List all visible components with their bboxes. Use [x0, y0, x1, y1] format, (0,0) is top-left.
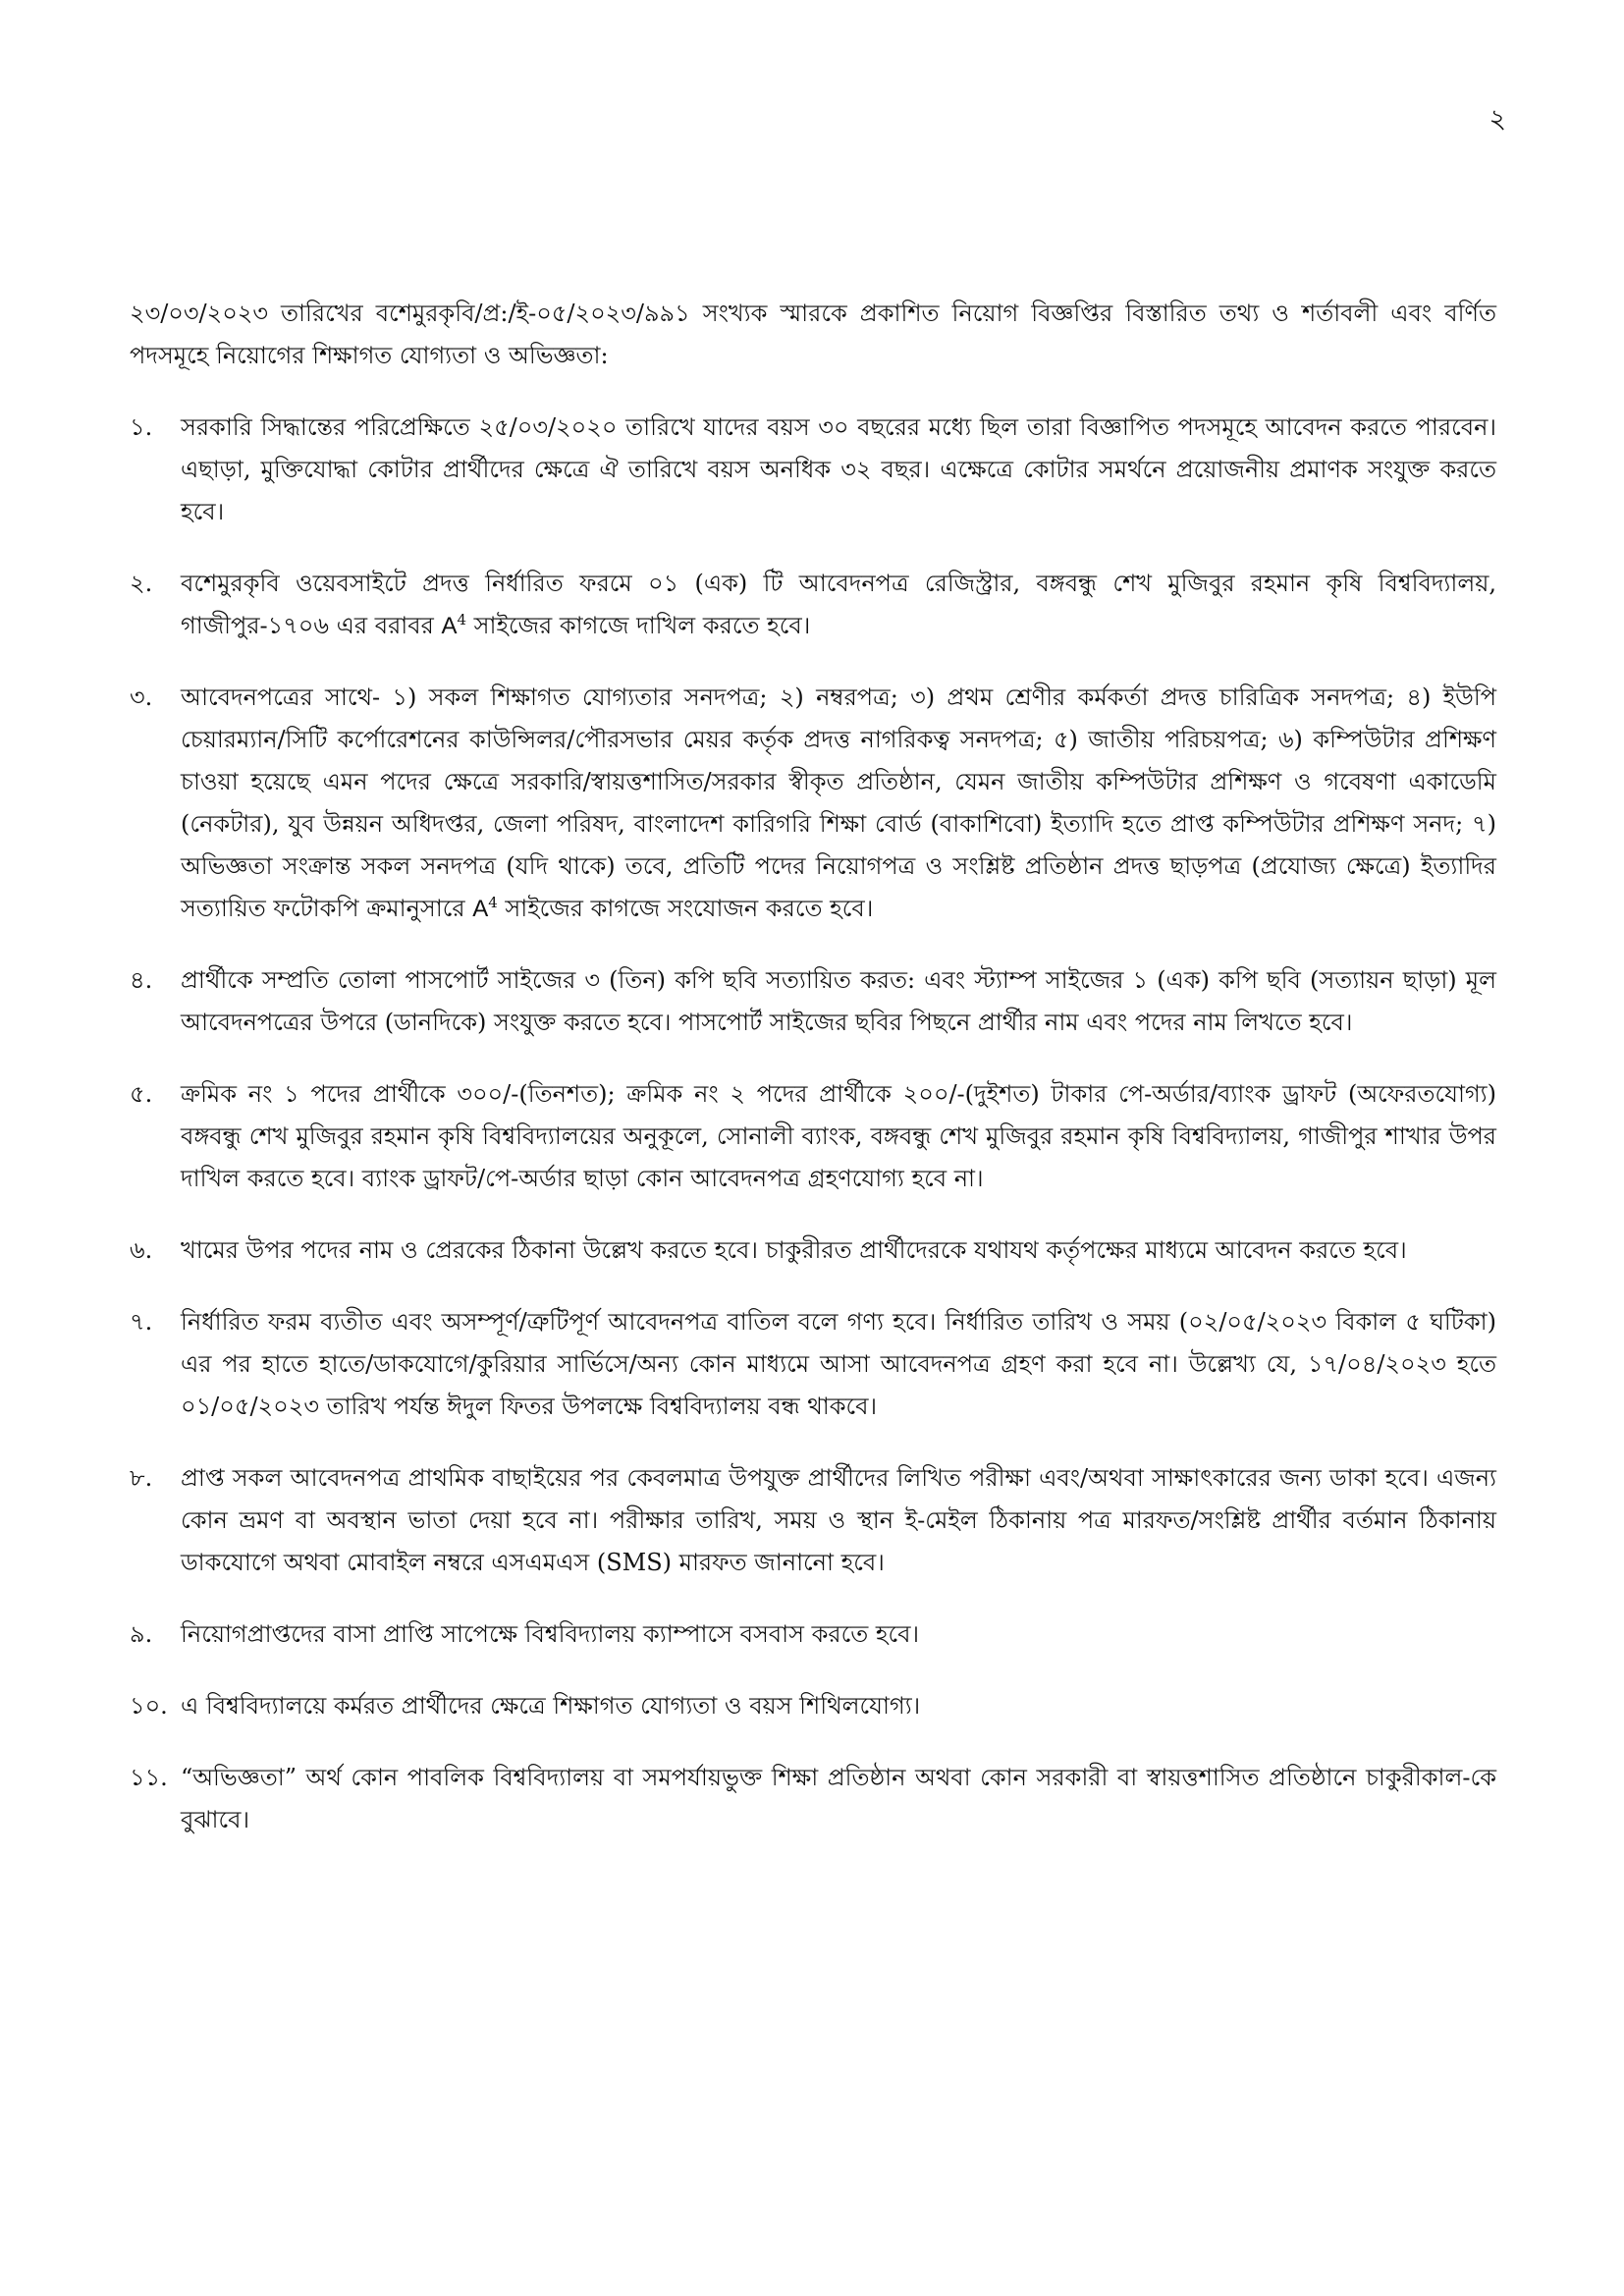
item-text: “অভিজ্ঞতা” অর্থ কোন পাবলিক বিশ্ববিদ্যালয় বা সমপর্যায়ভুক্ত শিক্ষা প্রতিষ্ঠান অথবা কোন সরকারী বা স্বায়ত্তশাসিত প্রতিষ্ঠানে চাকুরীকাল-কে বুঝাবে।	[181, 1764, 1496, 1833]
condition-item	[130, 1457, 1496, 1584]
item-number: ১১.	[130, 1764, 168, 1791]
condition-item	[130, 1230, 1496, 1272]
paper-size-letter: A	[441, 613, 458, 639]
condition-item	[130, 407, 1496, 533]
item-number: ১০.	[130, 1692, 168, 1720]
item-number: ৪.	[130, 966, 153, 994]
item-text: খামের উপর পদের নাম ও প্রেরকের ঠিকানা উল্লেখ করতে হবে। চাকুরীরত প্রার্থীদেরকে যথাযথ কর্তৃপক্ষের মাধ্যমে আবেদন করতে হবে।	[181, 1236, 1407, 1264]
notice-body	[130, 293, 1496, 1871]
condition-item	[130, 1073, 1496, 1200]
condition-item	[130, 563, 1496, 647]
condition-item	[130, 1301, 1496, 1428]
item-number: ৩.	[130, 683, 153, 711]
item-number: ১.	[130, 413, 153, 441]
intro-paragraph: ২৩/০৩/২০২৩ তারিখের বশেমুরকৃবি/প্র:/ই-০৫/২০২৩/৯৯১ সংখ্যক স্মারকে প্রকাশিত নিয়োগ বিজ্ঞপ্তির বিস্তারিত তথ্য ও শর্তাবলী এবং বর্ণিত পদসমূহে নিয়োগের শিক্ষাগত যোগ্যতা ও অভিজ্ঞতা:	[130, 300, 1496, 369]
item-number: ৬.	[130, 1236, 153, 1264]
item-text	[181, 677, 1496, 930]
item-text-part: আবেদনপত্রের সাথে- ১) সকল শিক্ষাগত যোগ্যতার সনদপত্র; ২) নম্বরপত্র; ৩) প্রথম শ্রেণীর কর্মকর্তা প্রদত্ত চারিত্রিক সনদপত্র; ৪) ইউপি চেয়ারম্যান/সিটি কর্পোরেশনের কাউন্সিলর/পৌরসভার মেয়র কর্তৃক প্রদত্ত নাগরিকত্ব সনদপত্র; ৫) জাতীয় পরিচয়পত্র; ৬) কম্পিউটার প্রশিক্ষণ চাওয়া হয়েছে এমন পদের ক্ষেত্রে সরকারি/স্বায়ত্তশাসিত/সরকার স্বীকৃত প্রতিষ্ঠান, যেমন জাতীয় কম্পিউটার প্রশিক্ষণ ও গবেষণা একাডেমি (নেকটার), যুব উন্নয়ন অধিদপ্তর, জেলা পরিষদ, বাংলাদেশ কারিগরি শিক্ষা বোর্ড (বাকাশিবো) ইত্যাদি হতে প্রাপ্ত কম্পিউটার প্রশিক্ষণ সনদ; ৭) অভিজ্ঞতা সংক্রান্ত সকল সনদপত্র (যদি থাকে) তবে, প্রতিটি পদের নিয়োগপত্র ও সংশ্লিষ্ট প্রতিষ্ঠান প্রদত্ত ছাড়পত্র (প্রযোজ্য ক্ষেত্রে) ইত্যাদির সত্যায়িত ফটোকপি ক্রমানুসারে	[181, 683, 1496, 922]
condition-item	[130, 677, 1496, 930]
item-text: এ বিশ্ববিদ্যালয়ে কর্মরত প্রার্থীদের ক্ষেত্রে শিক্ষাগত যোগ্যতা ও বয়স শিথিলযোগ্য।	[181, 1692, 921, 1720]
condition-item	[130, 959, 1496, 1044]
item-text-part: সাইজের কাগজে সংযোজন করতে হবে।	[497, 895, 874, 922]
item-text: ক্রমিক নং ১ পদের প্রার্থীকে ৩০০/-(তিনশত); ক্রমিক নং ২ পদের প্রার্থীকে ২০০/-(দুইশত) টাকার পে-অর্ডার/ব্যাংক ড্রাফট (অফেরতযোগ্য) বঙ্গবন্ধু শেখ মুজিবুর রহমান কৃষি বিশ্ববিদ্যালয়ের অনুকূলে, সোনালী ব্যাংক, বঙ্গবন্ধু শেখ মুজিবুর রহমান কৃষি বিশ্ববিদ্যালয়, গাজীপুর শাখার উপর দাখিল করতে হবে। ব্যাংক ড্রাফট/পে-অর্ডার ছাড়া কোন আবেদনপত্র গ্রহণযোগ্য হবে না।	[181, 1080, 1496, 1192]
condition-item	[130, 1757, 1496, 1841]
paper-size-letter: A	[472, 896, 489, 922]
item-number: ৭.	[130, 1308, 153, 1336]
item-number: ৮.	[130, 1464, 153, 1492]
paper-size-superscript: 4	[457, 611, 467, 629]
item-text	[181, 563, 1496, 647]
page-number: ২	[1489, 104, 1506, 135]
item-text: নির্ধারিত ফরম ব্যতীত এবং অসম্পূর্ণ/ত্রুটিপূর্ণ আবেদনপত্র বাতিল বলে গণ্য হবে। নির্ধারিত তারিখ ও সময় (০২/০৫/২০২৩ বিকাল ৫ ঘটিকা) এর পর হাতে হাতে/ডাকযোগে/কুরিয়ার সার্ভিসে/অন্য কোন মাধ্যমে আসা আবেদনপত্র গ্রহণ করা হবে না। উল্লেখ্য যে, ১৭/০৪/২০২৩ হতে ০১/০৫/২০২৩ তারিখ পর্যন্ত ঈদুল ফিতর উপলক্ষে বিশ্ববিদ্যালয় বন্ধ থাকবে।	[181, 1308, 1496, 1420]
item-number: ৯.	[130, 1620, 153, 1648]
condition-item	[130, 1613, 1496, 1656]
item-text-part: বশেমুরকৃবি ওয়েবসাইটে প্রদত্ত নির্ধারিত ফরমে ০১ (এক) টি আবেদনপত্র রেজিস্ট্রার, বঙ্গবন্ধু শেখ মুজিবুর রহমান কৃষি বিশ্ববিদ্যালয়, গাজীপুর-১৭০৬ এর বরাবর	[181, 570, 1496, 639]
paper-size-superscript: 4	[488, 894, 498, 911]
item-text-part: সাইজের কাগজে দাখিল করতে হবে।	[466, 612, 811, 639]
condition-item	[130, 1685, 1496, 1727]
item-text: নিয়োগপ্রাপ্তদের বাসা প্রাপ্তি সাপেক্ষে বিশ্ববিদ্যালয় ক্যাম্পাসে বসবাস করতে হবে।	[181, 1620, 920, 1648]
item-number: ৫.	[130, 1080, 153, 1108]
item-text: প্রাপ্ত সকল আবেদনপত্র প্রাথমিক বাছাইয়ের পর কেবলমাত্র উপযুক্ত প্রার্থীদের লিখিত পরীক্ষা এবং/অথবা সাক্ষাৎকারের জন্য ডাকা হবে। এজন্য কোন ভ্রমণ বা অবস্থান ভাতা দেয়া হবে না। পরীক্ষার তারিখ, সময় ও স্থান ই-মেইল ঠিকানায় পত্র মারফত/সংশ্লিষ্ট প্রার্থীর বর্তমান ঠিকানায় ডাকযোগে অথবা মোবাইল নম্বরে এসএমএস (SMS) মারফত জানানো হবে।	[181, 1464, 1496, 1576]
item-number: ২.	[130, 570, 153, 597]
item-text: সরকারি সিদ্ধান্তের পরিপ্রেক্ষিতে ২৫/০৩/২০২০ তারিখে যাদের বয়স ৩০ বছরের মধ্যে ছিল তারা বিজ্ঞাপিত পদসমূহে আবেদন করতে পারবেন। এছাড়া, মুক্তিযোদ্ধা কোটার প্রার্থীদের ক্ষেত্রে ঐ তারিখে বয়স অনধিক ৩২ বছর। এক্ষেত্রে কোটার সমর্থনে প্রয়োজনীয় প্রমাণক সংযুক্ত করতে হবে।	[181, 413, 1496, 525]
item-text: প্রার্থীকে সম্প্রতি তোলা পাসপোর্ট সাইজের ৩ (তিন) কপি ছবি সত্যায়িত করত: এবং স্ট্যাম্প সাইজের ১ (এক) কপি ছবি (সত্যায়ন ছাড়া) মূল আবেদনপত্রের উপরে (ডানদিকে) সংযুক্ত করতে হবে। পাসপোর্ট সাইজের ছবির পিছনে প্রার্থীর নাম এবং পদের নাম লিখতে হবে।	[181, 966, 1496, 1036]
